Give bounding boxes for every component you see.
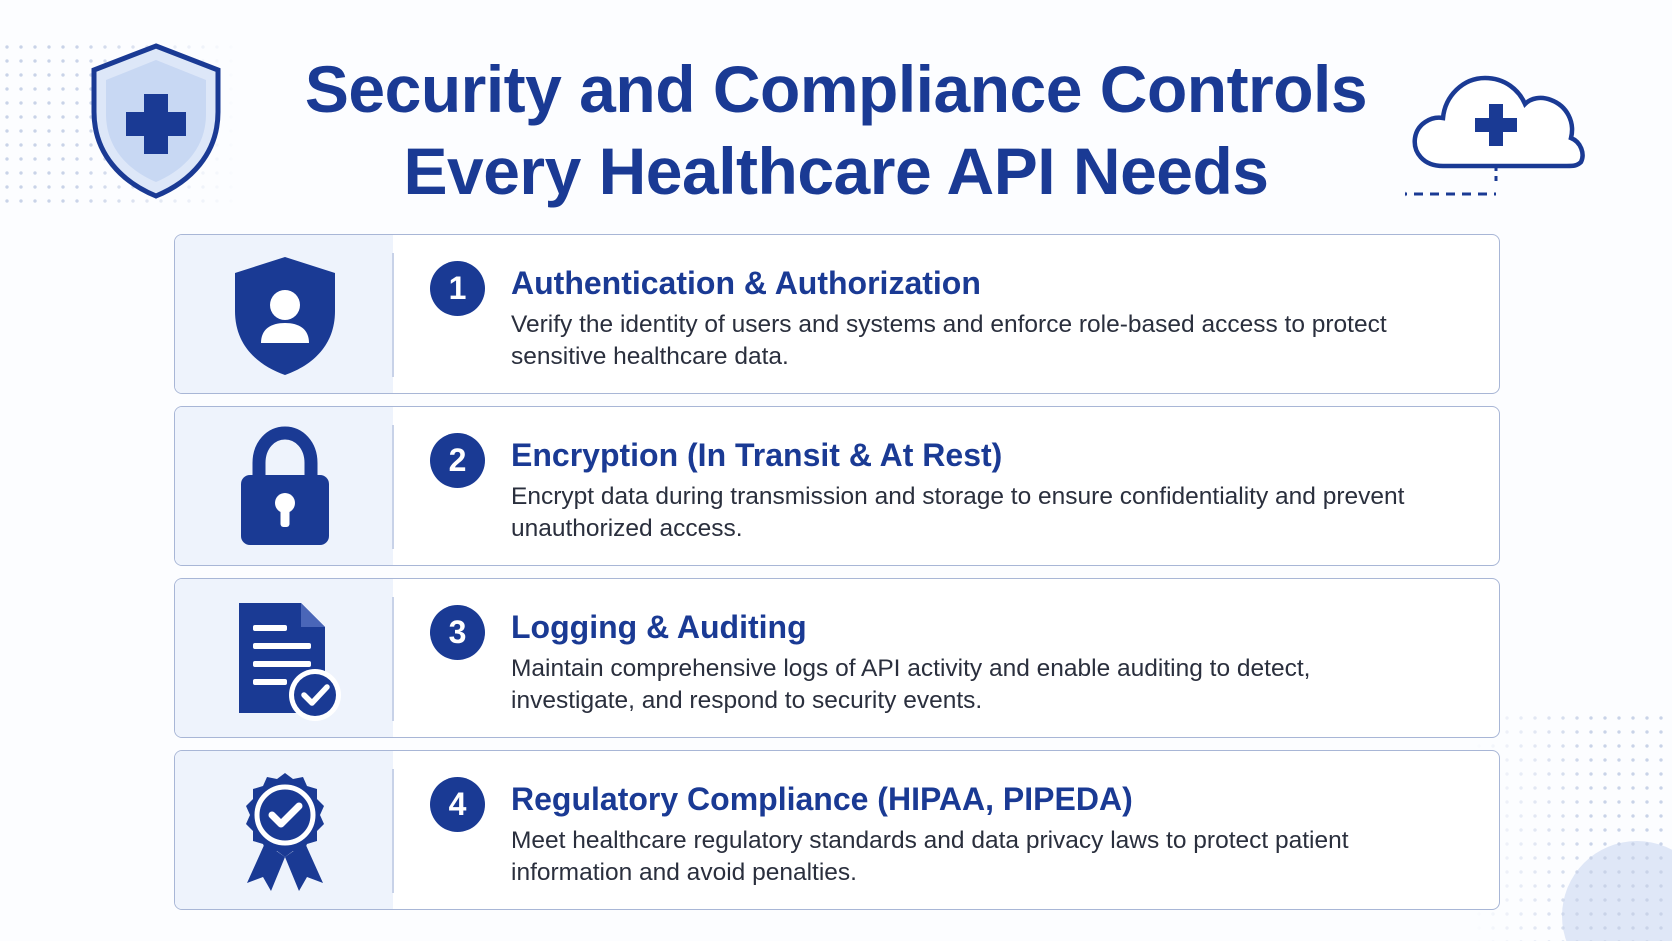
- page-title-line-1: Security and Compliance Controls: [304, 52, 1368, 126]
- control-title: Authentication & Authorization: [511, 265, 981, 301]
- control-number-badge: 1: [430, 261, 485, 316]
- page-title-line-2: Every Healthcare API Needs: [403, 134, 1269, 208]
- control-description: Meet healthcare regulatory standards and data privacy laws to protect patient information and avoid penalties.: [511, 827, 1349, 886]
- control-card-logging: [174, 578, 1500, 738]
- card-divider: [392, 425, 394, 549]
- certified-badge-icon: [225, 769, 345, 893]
- control-card-compliance: [174, 750, 1500, 910]
- control-description: Encrypt data during transmission and storage to ensure confidentiality and prevent unauthorized access.: [511, 483, 1405, 542]
- controls-list: [174, 234, 1500, 922]
- control-description: Verify the identity of users and systems and enforce role-based access to protect sensitive healthcare data.: [511, 311, 1387, 370]
- control-number-badge: 2: [430, 433, 485, 488]
- control-title: Logging & Auditing: [511, 609, 807, 645]
- control-description: Maintain comprehensive logs of API activity and enable auditing to detect, investigate, and respond to security events.: [511, 655, 1311, 714]
- control-number-badge: 4: [430, 777, 485, 832]
- card-divider: [392, 253, 394, 377]
- control-title: Regulatory Compliance (HIPAA, PIPEDA): [511, 781, 1133, 817]
- control-card-encryption: [174, 406, 1500, 566]
- dot-pattern-bottom-right: [1472, 711, 1672, 941]
- card-divider: [392, 597, 394, 721]
- page-title: [0, 48, 1672, 212]
- shield-user-icon: [225, 253, 345, 377]
- padlock-icon: [225, 425, 345, 549]
- control-number-badge: 3: [430, 605, 485, 660]
- card-divider: [392, 769, 394, 893]
- control-card-authentication: [174, 234, 1500, 394]
- document-check-icon: [225, 597, 345, 721]
- control-title: Encryption (In Transit & At Rest): [511, 437, 1003, 473]
